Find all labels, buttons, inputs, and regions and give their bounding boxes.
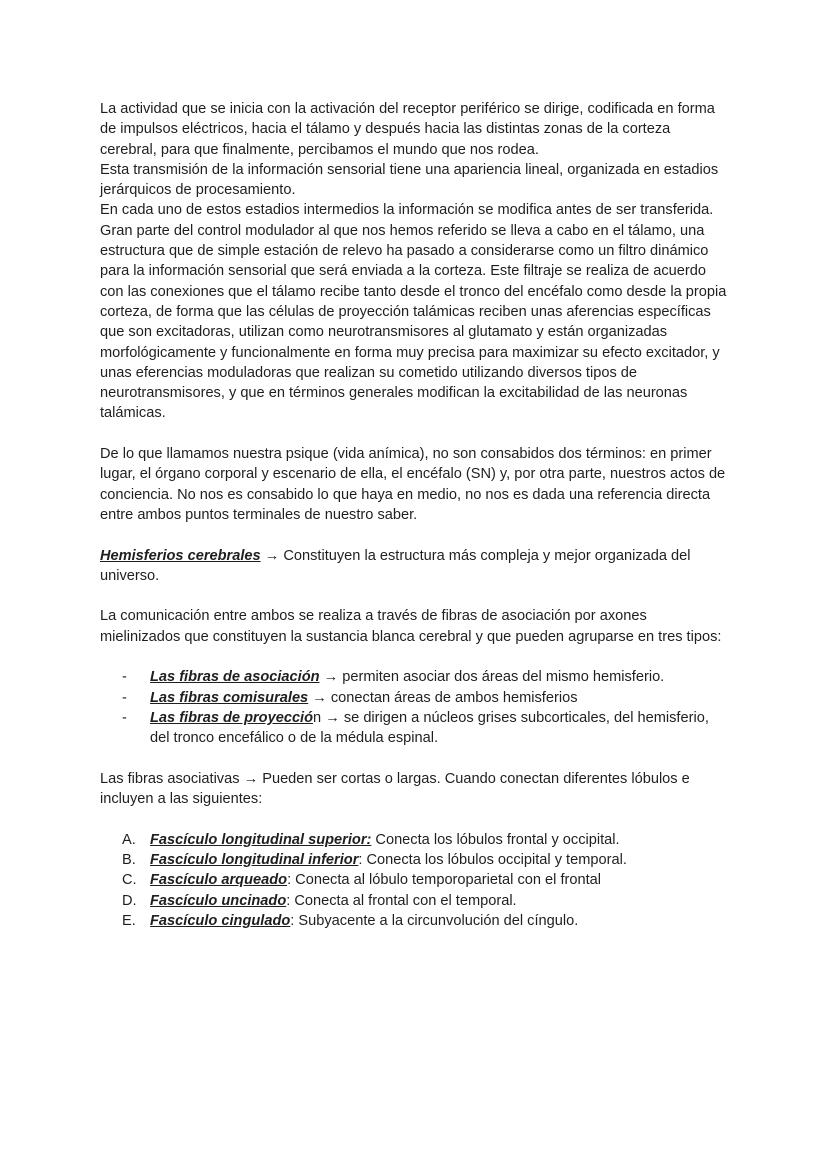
intro-paragraph-1: La actividad que se inicia con la activación del receptor periférico se dirige, codificada en forma de impulsos eléctricos, hacia el tálamo y después hacia las distintas zonas de la corteza cerebral, para que finalmente, percibamos el mundo que nos rodea.	[100, 101, 715, 158]
hemisferios-paragraph	[100, 546, 728, 587]
fibra-term: Las fibras comisurales	[150, 689, 309, 706]
fibra-term: Las fibras de asociación	[150, 669, 320, 686]
hemisferios-term: Hemisferios cerebrales	[100, 547, 261, 564]
list-item	[100, 911, 728, 931]
fibras-list	[100, 667, 728, 748]
list-marker: B.	[122, 851, 136, 868]
fasciculo-text: Conecta los lóbulos frontal y occipital.	[371, 831, 620, 848]
list-item	[100, 891, 728, 911]
fasciculo-term: Fascículo longitudinal superior:	[150, 831, 372, 848]
fasciculo-text: : Conecta los lóbulos occipital y temporal.	[358, 851, 627, 868]
list-item	[100, 830, 728, 850]
fasciculo-text: : Conecta al lóbulo temporoparietal con el frontal	[287, 872, 602, 889]
fasciculo-term: Fascículo longitudinal inferior	[150, 851, 359, 868]
fibra-text: n → se dirigen a núcleos grises subcorticales, del hemisferio, del tronco encefálico o de la médula espinal.	[150, 709, 709, 747]
list-marker: A.	[122, 831, 136, 848]
fasciculo-text: : Subyacente a la circunvolución del cíngulo.	[290, 912, 579, 929]
fasciculo-term: Fascículo arqueado	[150, 872, 288, 889]
fibra-text: → permiten asociar dos áreas del mismo hemisferio.	[319, 669, 665, 686]
comunicacion-paragraph: La comunicación entre ambos se realiza a través de fibras de asociación por axones mielinizados que constituyen la sustancia blanca cerebral y que pueden agruparse en tres tipos:	[100, 608, 722, 645]
list-item	[100, 870, 728, 890]
fasciculos-list	[100, 830, 728, 931]
list-item	[100, 708, 728, 749]
intro-paragraph-2: Esta transmisión de la información sensorial tiene una apariencia lineal, organizada en estadios jerárquicos de procesamiento.	[100, 161, 719, 199]
list-bullet: -	[122, 709, 127, 726]
psique-paragraph: De lo que llamamos nuestra psique (vida anímica), no son consabidos dos términos: en primer lugar, el órgano corporal y escenario de ella, el encéfalo (SN) y, por otra parte, nuestros actos de conciencia. No nos es consabido lo que haya en medio, no nos es dada una referencia directa entre ambos puntos terminales de nuestro saber.	[100, 446, 726, 523]
list-bullet: -	[122, 669, 127, 686]
list-item	[100, 667, 728, 687]
fasciculo-term: Fascículo uncinado	[150, 892, 287, 909]
list-marker: D.	[122, 892, 137, 909]
hemisferios-text: → Constituyen la estructura más compleja y mejor organizada del universo.	[100, 547, 691, 584]
list-bullet: -	[122, 689, 127, 706]
intro-section	[100, 99, 728, 424]
intro-paragraph-3: En cada uno de estos estadios intermedios la información se modifica antes de ser transferida.	[100, 202, 714, 219]
list-item	[100, 688, 728, 708]
fibra-text: → conectan áreas de ambos hemisferios	[308, 689, 578, 706]
fibra-term: Las fibras de proyecció	[150, 709, 314, 726]
fasciculo-term: Fascículo cingulado	[150, 912, 291, 929]
list-marker: C.	[122, 872, 137, 889]
list-marker: E.	[122, 912, 136, 929]
intro-paragraph-4: Gran parte del control modulador al que nos hemos referido se lleva a cabo en el tálamo, una estructura que de simple estación de relevo ha pasado a considerarse como un filtro dinámico para la información sensorial que será enviada a la corteza. Este filtraje se realiza de acuerdo con las conexiones que el tálamo recibe tanto desde el tronco del encéfalo como desde la propia corteza, de forma que las células de proyección talámicas reciben unas aferencias específicas que son excitadoras, utilizan como neurotransmisores al glutamato y están organizadas morfológicamente y funcionalmente en forma muy precisa para maximizar su efecto excitador, y unas eferencias moduladoras que realizan su cometido utilizando diversos tipos de neurotransmisores, y que en términos generales modifican la excitabilidad de las neuronas talámicas.	[100, 222, 727, 422]
list-item	[100, 850, 728, 870]
asociativas-paragraph: Las fibras asociativas → Pueden ser cortas o largas. Cuando conectan diferentes lóbulos e incluyen a las siguientes:	[100, 770, 690, 808]
fasciculo-text: : Conecta al frontal con el temporal.	[286, 892, 517, 909]
